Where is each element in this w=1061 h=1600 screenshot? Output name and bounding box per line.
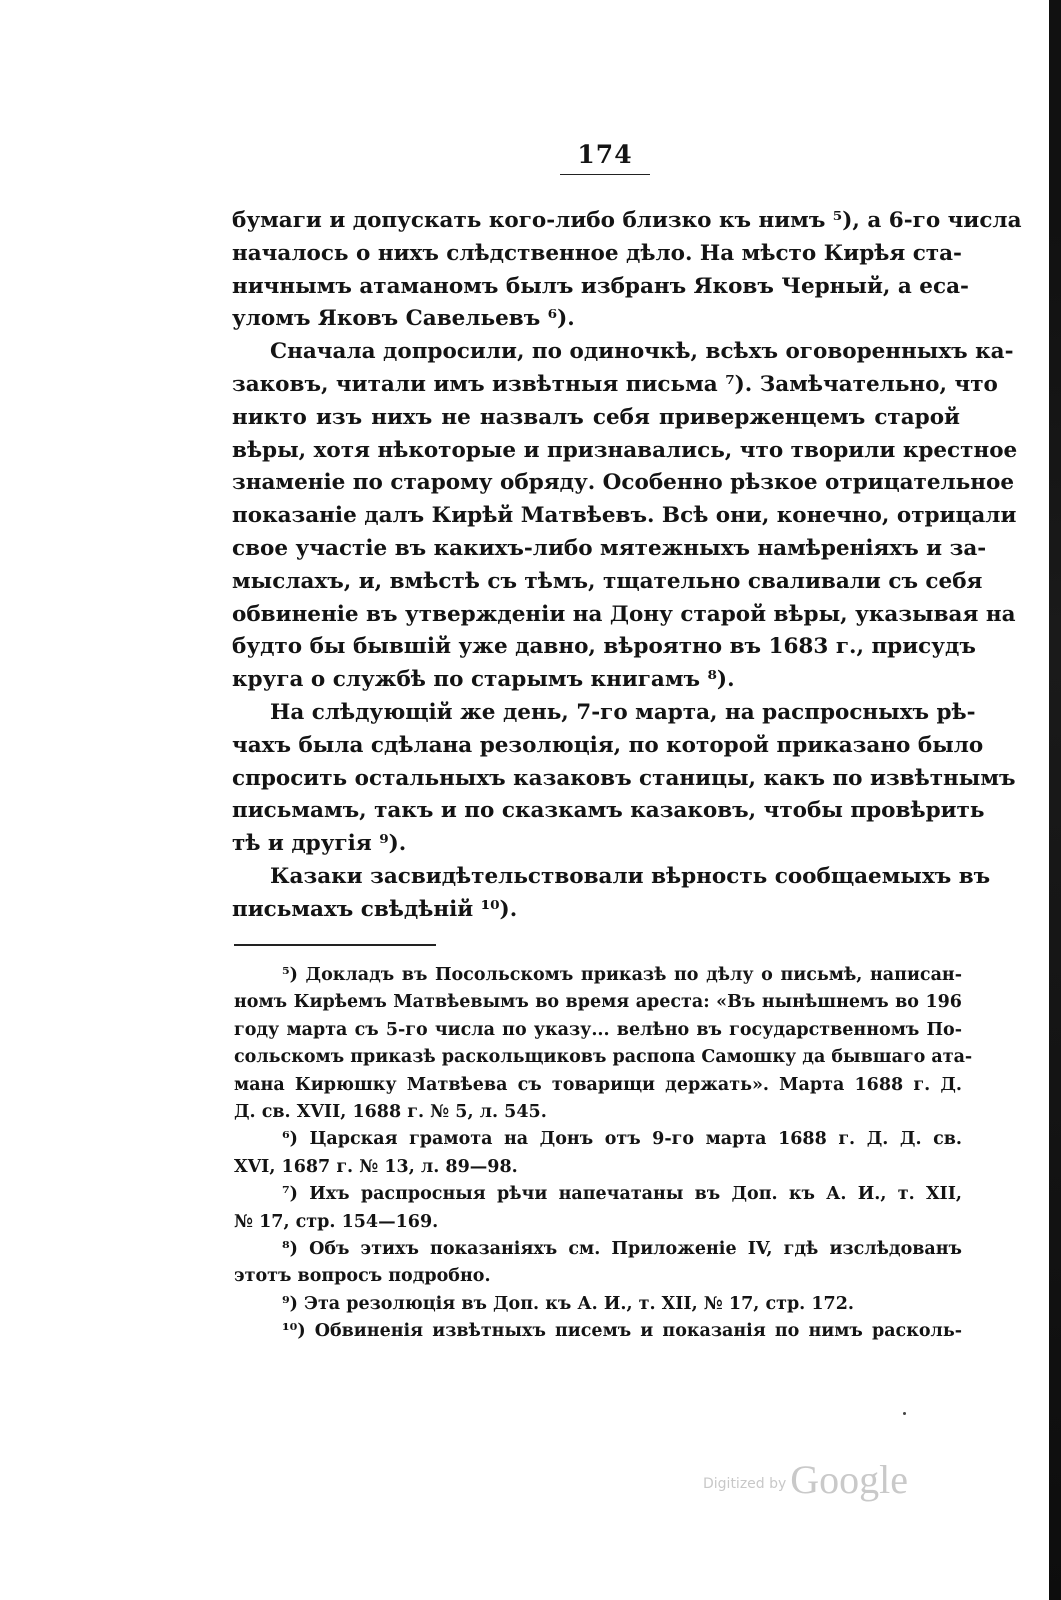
text-line: уломъ Яковъ Савельевъ ⁶). — [232, 306, 575, 332]
footnote-separator — [234, 944, 436, 946]
text-line: Сначала допросили, по одиночкѣ, всѣхъ оговоренныхъ ка- — [270, 339, 1014, 365]
footnote-line: году марта съ 5-го числа по указу... велѣно въ государственномъ По- — [234, 1019, 962, 1040]
text-line: спросить остальныхъ казаковъ станицы, какъ по извѣтнымъ — [232, 765, 1016, 791]
footnote-line: ¹⁰) Обвиненія извѣтныхъ писемъ и показанія по нимъ расколь- — [282, 1321, 962, 1342]
footnote-line: ⁷) Ихъ распросныя рѣчи напечатаны въ Доп. къ А. И., т. XII, — [282, 1184, 962, 1205]
footnote-line: ⁹) Эта резолюція въ Доп. къ А. И., т. XII, № 17, стр. 172. — [282, 1293, 854, 1314]
footnote-line: XVI, 1687 г. № 13, л. 89—98. — [234, 1156, 518, 1177]
footnote-line: ⁶) Царская грамота на Донъ отъ 9-го марта 1688 г. Д. Д. св. — [282, 1129, 962, 1150]
page-number-underline — [560, 174, 650, 175]
main-text — [232, 205, 1022, 927]
footnote-line: № 17, стр. 154—169. — [234, 1211, 439, 1232]
text-line: ничнымъ атаманомъ былъ избранъ Яковъ Черный, а еса- — [232, 273, 969, 299]
digitized-watermark — [703, 1450, 908, 1500]
text-line: чахъ была сдѣлана резолюція, по которой приказано было — [232, 732, 984, 758]
google-logo-icon: Google — [790, 1457, 909, 1502]
text-line: заковъ, читали имъ извѣтныя письма ⁷). Замѣчательно, что — [232, 371, 998, 397]
scan-speck — [903, 1412, 906, 1415]
text-line: мыслахъ, и, вмѣстѣ съ тѣмъ, тщательно сваливали съ себя — [232, 568, 983, 594]
text-line: тѣ и другія ⁹). — [232, 831, 407, 857]
footnote-line: мана Кирюшку Матвѣева съ товарищи держать». Марта 1688 г. Д. — [234, 1074, 962, 1095]
text-line: бумаги и допускать кого-либо близко къ нимъ ⁵), а 6-го числа — [232, 208, 1022, 233]
text-line: вѣры, хотя нѣкоторые и признавались, что творили крестное — [232, 437, 1018, 463]
footnote-line: этотъ вопросъ подробно. — [234, 1266, 491, 1287]
text-line: обвиненіе въ утвержденіи на Дону старой вѣры, указывая на — [232, 601, 1016, 627]
footnote-line: сольскомъ приказѣ раскольщиковъ распопа Самошку да бывшаго ата- — [234, 1047, 973, 1068]
text-line: началось о нихъ слѣдственное дѣло. На мѣсто Кирѣя ста- — [232, 240, 962, 266]
text-line: показаніе далъ Кирѣй Матвѣевъ. Всѣ они, конечно, отрицали — [232, 503, 1017, 529]
footnote-line: ⁵) Докладъ въ Посольскомъ приказѣ по дѣлу о письмѣ, написан- — [282, 965, 962, 985]
footnotes — [234, 962, 973, 1346]
text-line: письмахъ свѣдѣній ¹⁰). — [232, 896, 518, 922]
text-line: свое участіе въ какихъ-либо мятежныхъ намѣреніяхъ и за- — [232, 535, 987, 561]
text-line: На слѣдующій же день, 7-го марта, на распросныхъ рѣ- — [270, 699, 976, 725]
text-line: Казаки засвидѣтельствовали вѣрность сообщаемыхъ въ — [270, 863, 991, 889]
text-line: знаменіе по старому обряду. Особенно рѣзкое отрицательное — [232, 470, 1015, 496]
text-line: круга о службѣ по старымъ книгамъ ⁸). — [232, 667, 735, 693]
footnote-line: Д. св. XVII, 1688 г. № 5, л. 545. — [234, 1102, 547, 1123]
text-line: никто изъ нихъ не назвалъ себя приверженцемъ старой — [232, 404, 960, 430]
footnote-line: номъ Кирѣемъ Матвѣевымъ во время ареста: «Въ нынѣшнемъ во 196 — [234, 992, 962, 1013]
page-number: 174 — [577, 140, 633, 169]
watermark-prefix: Digitized by — [703, 1476, 787, 1492]
footnote-line: ⁸) Объ этихъ показаніяхъ см. Приложеніе IV, гдѣ изслѣдованъ — [282, 1239, 962, 1260]
text-line: письмамъ, такъ и по сказкамъ казаковъ, чтобы провѣрить — [232, 798, 985, 824]
text-line: будто бы бывшій уже давно, вѣроятно въ 1683 г., присудъ — [232, 634, 976, 660]
scan-edge-shadow — [1049, 0, 1061, 1600]
